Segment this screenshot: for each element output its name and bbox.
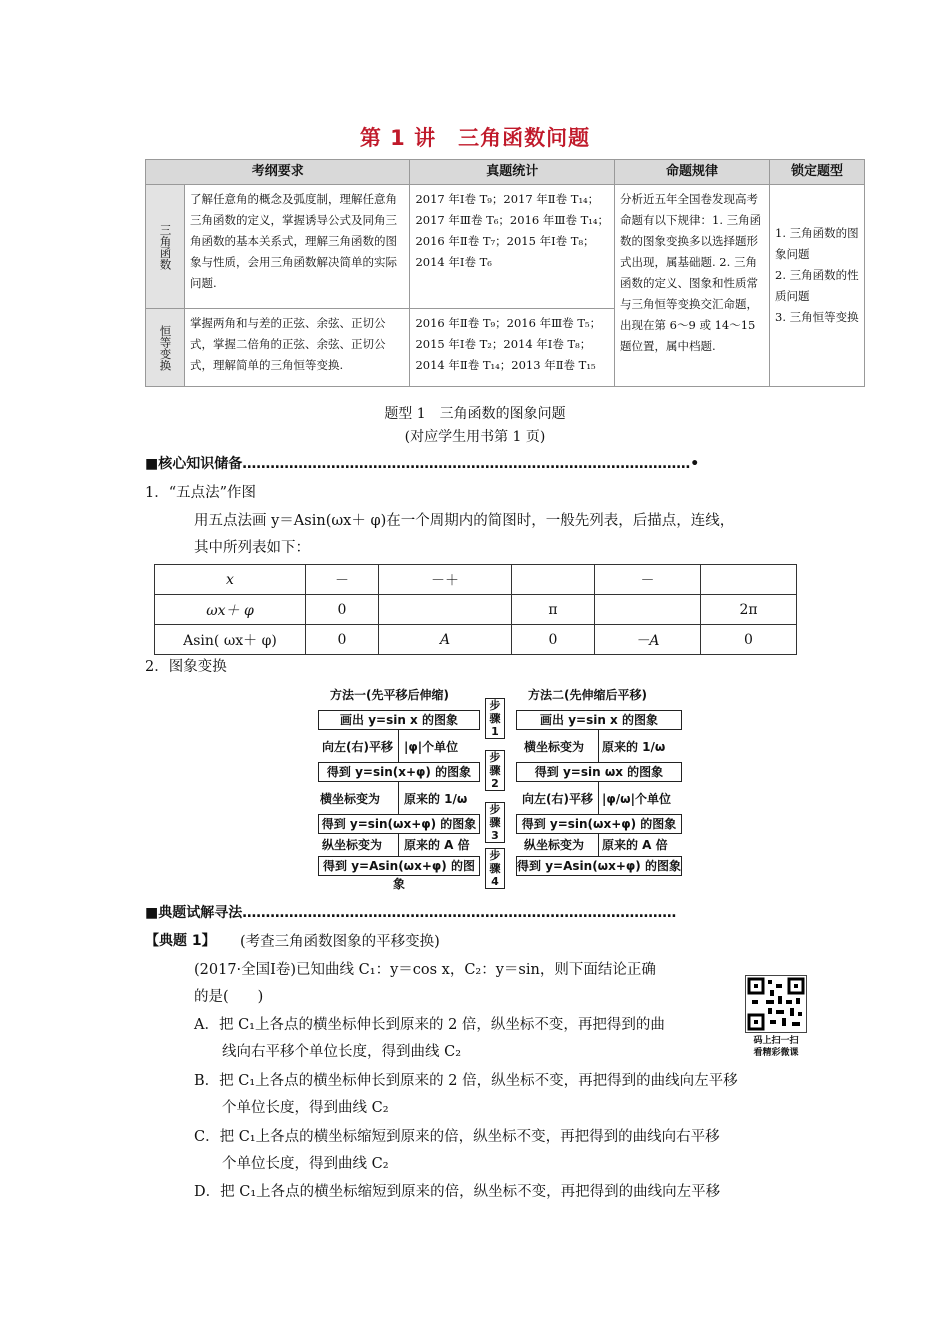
table-cell: －A	[595, 625, 701, 655]
option-b: B．把 C₁上各点的横坐标伸长到原来的 2 倍，纵坐标不变，再把得到的曲线向左平移	[194, 1073, 738, 1089]
arrow	[398, 730, 399, 762]
table-cell: A	[379, 625, 512, 655]
left-label: |φ|个单位	[404, 740, 459, 754]
table-cell: －	[306, 565, 379, 595]
section-heading-examples: ■典题试解寻法…………………………………………………………………………………	[145, 905, 677, 921]
right-label: 原来的 A 倍	[602, 838, 668, 852]
left-box: 画出 y=sin x 的图象	[318, 710, 480, 730]
left-label: 纵坐标变为	[322, 838, 383, 852]
table-cell: 0	[306, 595, 379, 625]
stats-cell	[410, 309, 615, 387]
option-a-cont: 线向右平移个单位长度，得到曲线 C₂	[222, 1044, 462, 1060]
right-box: 得到 y=sin(ωx+φ) 的图象	[516, 814, 682, 834]
table-cell: 0	[701, 625, 797, 655]
table-cell: 2π	[701, 595, 797, 625]
table-cell	[701, 565, 797, 595]
left-box: 得到 y=sin(x+φ) 的图象	[318, 762, 480, 782]
paragraph: 用五点法画 y＝Asin(ωx＋ φ)在一个周期内的简图时，一般先列表，后描点，连线，	[194, 513, 735, 529]
question-text: (2017·全国Ⅰ卷)已知曲线 C₁：y＝cos x，C₂：y＝sin，则下面结论正确	[194, 962, 656, 978]
table-cell	[379, 595, 512, 625]
table-cell	[595, 595, 701, 625]
table-cell: －＋	[379, 565, 512, 595]
five-point-table	[154, 564, 797, 655]
requirement-cell: 了解任意角的概念及弧度制，理解任意角三角函数的定义，掌握诱导公式及同角三角函数的基本关系式，理解三角函数的图象与性质，会用三角函数解决简单的实际问题.	[185, 185, 410, 309]
qr-caption-1: 码上扫一扫	[753, 1036, 799, 1046]
type-item: 1. 三角函数的图象问题	[775, 226, 859, 261]
page-title: 第 1 讲 三角函数问题	[359, 126, 591, 150]
option-c: C．把 C₁上各点的横坐标缩短到原来的倍，纵坐标不变，再把得到的曲线向右平移	[194, 1129, 720, 1145]
example-topic: (考查三角函数图象的平移变换)	[240, 934, 440, 950]
table-cell: －	[595, 565, 701, 595]
example-label: 【典题 1】	[145, 933, 216, 949]
type-item: 2. 三角函数的性质问题	[775, 268, 859, 303]
right-label: 横坐标变为	[524, 740, 585, 754]
left-box: 得到 y=Asin(ωx+φ) 的图象	[318, 856, 480, 876]
table-cell: x	[155, 565, 306, 595]
option-b-cont: 个单位长度，得到曲线 C₂	[222, 1100, 389, 1116]
option-d: D．把 C₁上各点的横坐标缩短到原来的倍，纵坐标不变，再把得到的曲线向左平移	[194, 1184, 721, 1200]
step-box: 步骤1	[485, 698, 505, 739]
requirement-cell: 掌握两角和与差的正弦、余弦、正切公式，掌握二倍角的正弦、余弦、正切公式，理解简单的三角恒等变换.	[185, 309, 410, 387]
stat-line: 2016 年Ⅱ卷 T₉；2016 年Ⅲ卷 T₅；	[415, 316, 602, 330]
type-item: 3. 三角恒等变换	[775, 310, 859, 324]
left-label: 原来的 1/ω	[404, 792, 468, 806]
left-label: 原来的 A 倍	[404, 838, 470, 852]
arrow	[598, 730, 599, 762]
step-box: 步骤4	[485, 848, 505, 889]
stat-line: 2017 年Ⅰ卷 T₉；2017 年Ⅱ卷 T₁₄；	[415, 192, 600, 206]
right-box: 得到 y=Asin(ωx+φ) 的图象	[516, 856, 682, 876]
stat-line: 2016 年Ⅱ卷 T₇；2015 年Ⅰ卷 T₈；	[415, 234, 595, 248]
right-label: 向左(右)平移	[522, 792, 593, 806]
table-cell: π	[512, 595, 595, 625]
option-c-cont: 个单位长度，得到曲线 C₂	[222, 1156, 389, 1172]
right-box: 画出 y=sin x 的图象	[516, 710, 682, 730]
stat-line: 2014 年Ⅰ卷 T₆	[415, 255, 492, 269]
stat-line: 2014 年Ⅱ卷 T₁₄；2013 年Ⅱ卷 T₁₅	[415, 358, 596, 372]
overview-table	[145, 159, 865, 387]
table-header-row	[146, 160, 865, 185]
table-row	[155, 595, 797, 625]
table-row	[155, 565, 797, 595]
table-cell	[512, 565, 595, 595]
qr-caption-2: 看精彩微课	[753, 1048, 799, 1058]
stats-cell	[410, 185, 615, 309]
category-cell: 恒等变换	[146, 309, 185, 387]
table-row	[146, 185, 865, 309]
left-box: 得到 y=sin(ωx+φ) 的图象	[318, 814, 480, 834]
left-label: 横坐标变为	[320, 792, 381, 806]
table-cell: 0	[512, 625, 595, 655]
header-stats: 真题统计	[410, 160, 615, 185]
section-caption: 题型 1 三角函数的图象问题	[384, 406, 566, 422]
question-text: 的是( )	[194, 989, 264, 1005]
header-types: 锁定题型	[770, 160, 865, 185]
method-two-title: 方法二(先伸缩后平移)	[528, 688, 647, 702]
rule-cell: 分析近五年全国卷发现高考命题有以下规律：1. 三角函数的图象变换多以选择题形式出现，属基础题. 2. 三角函数的定义、图象和性质常与三角恒等变换交汇命题，出现在第 6～9 或 14～15 题位置，属中档题.	[615, 185, 770, 387]
header-rule: 命题规律	[615, 160, 770, 185]
category-cell: 三角函数	[146, 185, 185, 309]
arrow	[598, 782, 599, 814]
left-label: 向左(右)平移	[322, 740, 393, 754]
stat-line: 2015 年Ⅰ卷 T₂；2014 年Ⅰ卷 T₈；	[415, 337, 592, 351]
right-label: |φ/ω|个单位	[602, 792, 671, 806]
method-one-title: 方法一(先平移后伸缩)	[330, 688, 449, 702]
right-label: 纵坐标变为	[524, 838, 585, 852]
transform-diagram	[318, 684, 682, 891]
step-box: 步骤3	[485, 802, 505, 843]
table-cell: ωx＋ φ	[155, 595, 306, 625]
qr-code-icon[interactable]	[745, 975, 807, 1033]
table-cell: Asin( ωx＋ φ)	[155, 625, 306, 655]
arrow	[398, 782, 399, 814]
item-five-point: 1．“五点法”作图	[145, 485, 257, 501]
option-a: A．把 C₁上各点的横坐标伸长到原来的 2 倍，纵坐标不变，再把得到的曲	[194, 1017, 665, 1033]
item-transform: 2．图象变换	[145, 659, 227, 675]
table-cell: 0	[306, 625, 379, 655]
section-heading-knowledge: ■核心知识储备……………………………………………………………………………………•	[145, 456, 700, 472]
page-reference: (对应学生用书第 1 页)	[404, 429, 546, 445]
right-box: 得到 y=sin ωx 的图象	[516, 762, 682, 782]
paragraph: 其中所列表如下：	[194, 540, 310, 556]
right-label: 原来的 1/ω	[602, 740, 666, 754]
step-box: 步骤2	[485, 750, 505, 791]
stat-line: 2017 年Ⅲ卷 T₆；2016 年Ⅲ卷 T₁₄；	[415, 213, 609, 227]
table-row	[155, 625, 797, 655]
types-cell	[770, 185, 865, 387]
header-requirement: 考纲要求	[146, 160, 410, 185]
